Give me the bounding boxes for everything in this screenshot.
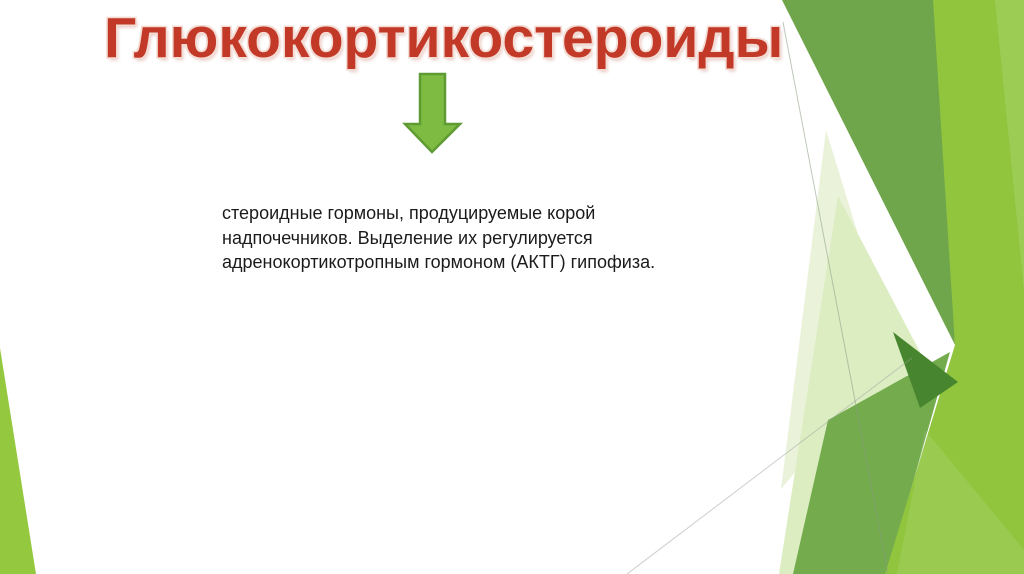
body-text-line: стероидные гормоны, продуцируемые корой bbox=[222, 203, 596, 223]
down-arrow-shape bbox=[405, 74, 460, 152]
body-text-line: адренокортикотропным гормоном (АКТГ) гипофиза. bbox=[222, 252, 656, 272]
down-arrow-icon bbox=[399, 71, 465, 156]
body-text-line: надпочечников. Выделение их регулируется bbox=[222, 227, 593, 248]
page-title: Глюкокортикостероиды bbox=[104, 6, 784, 70]
left-green-wedge bbox=[0, 348, 36, 574]
body-text bbox=[222, 201, 722, 275]
